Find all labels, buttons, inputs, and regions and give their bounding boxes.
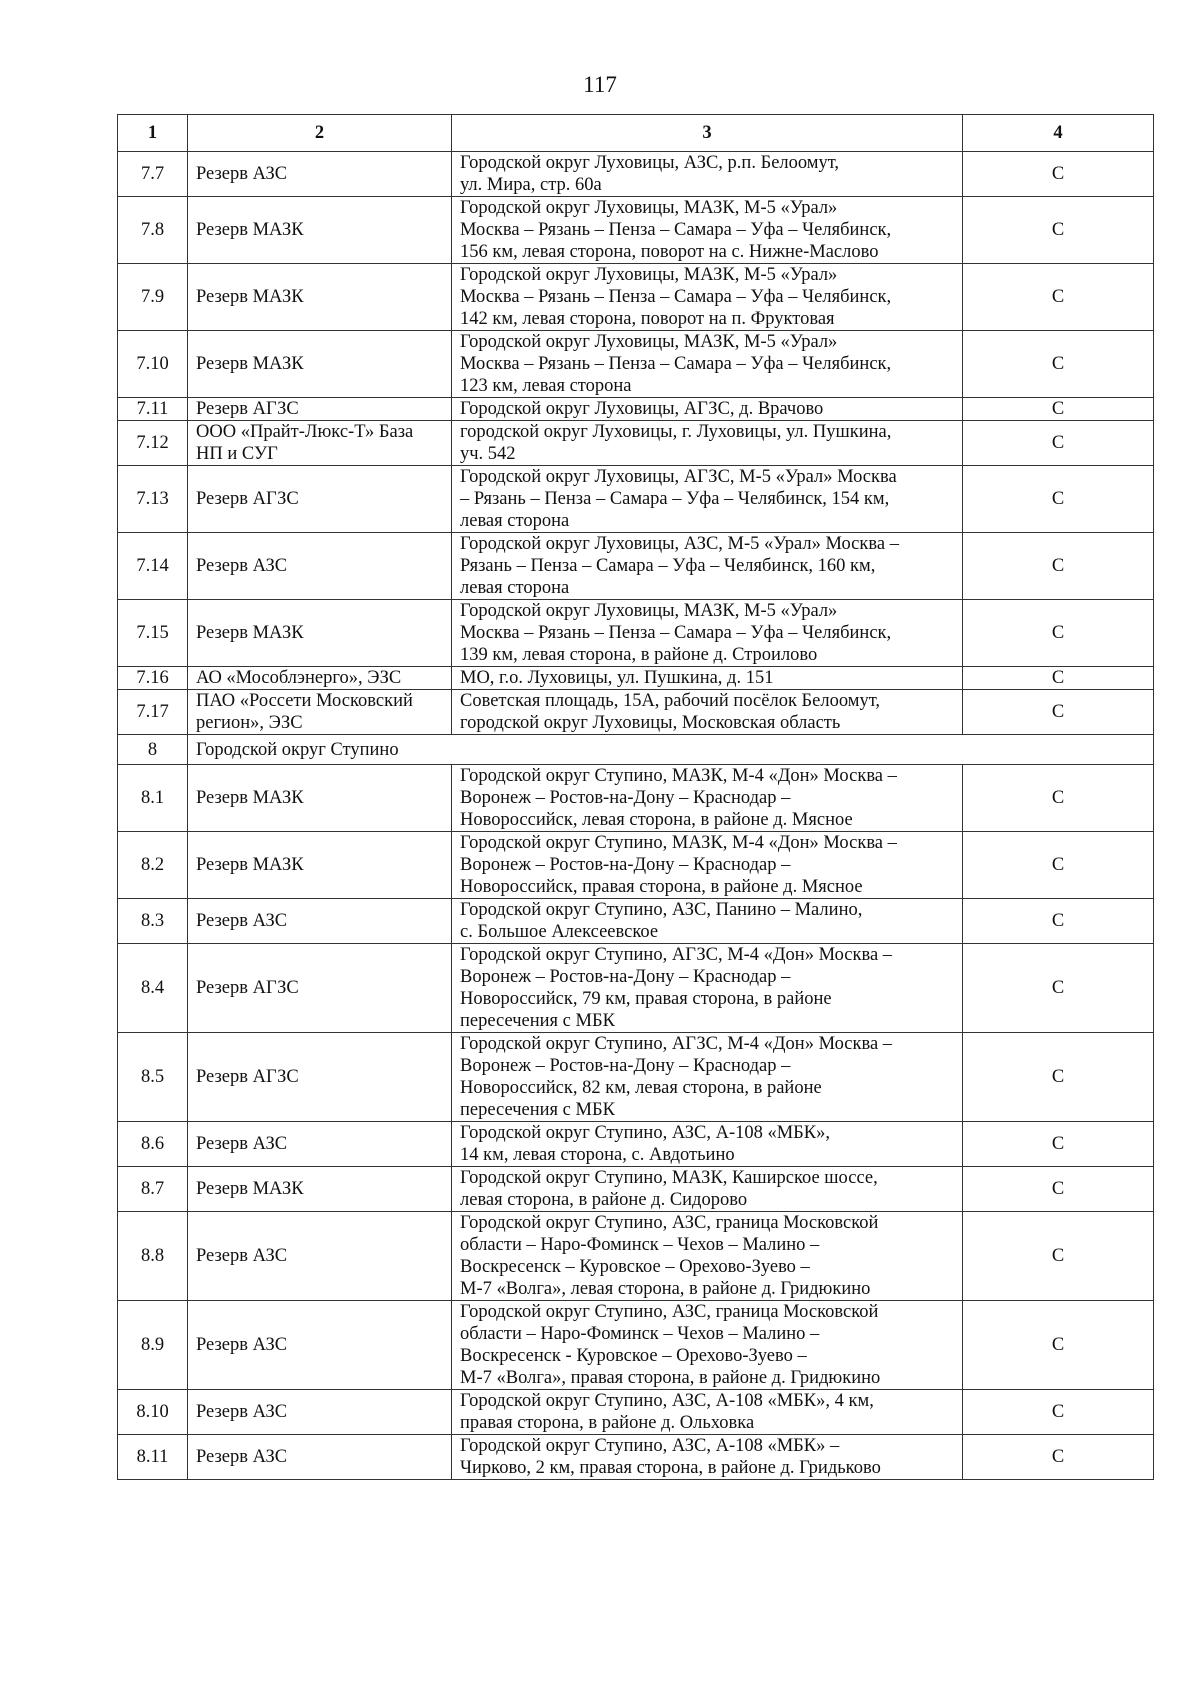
category-code: С — [963, 1301, 1154, 1390]
category-code: С — [963, 1122, 1154, 1167]
object-name: Резерв АЗС — [188, 1301, 452, 1390]
row-number: 8 — [118, 735, 188, 765]
row-number: 7.16 — [118, 667, 188, 690]
table-row — [118, 264, 1154, 331]
object-address: Городской округ Луховицы, АЗС, М-5 «Урал» Москва – Рязань – Пенза – Самара – Уфа – Челябинск, 160 км, левая сторона — [452, 533, 963, 600]
object-address: Городской округ Ступино, АЗС, граница Московской области – Наро-Фоминск – Чехов – Малино – Воскресенск – Куровское – Орехово-Зуево – М-7 «Волга», левая сторона, в районе д. Гридюкино — [452, 1212, 963, 1301]
row-number: 8.4 — [118, 944, 188, 1033]
column-header-2: 2 — [188, 115, 452, 152]
row-number: 8.7 — [118, 1167, 188, 1212]
category-code: С — [963, 899, 1154, 944]
column-header-3: 3 — [452, 115, 963, 152]
category-code: С — [963, 421, 1154, 466]
category-code: С — [963, 600, 1154, 667]
section-title: Городской округ Ступино — [188, 735, 1154, 765]
table-row — [118, 667, 1154, 690]
object-address: Городской округ Ступино, АГЗС, М-4 «Дон» Москва – Воронеж – Ростов-на-Дону – Краснодар – Новороссийск, 82 км, левая сторона, в районе пересечения с МБК — [452, 1033, 963, 1122]
row-number: 8.6 — [118, 1122, 188, 1167]
row-number: 8.11 — [118, 1435, 188, 1480]
object-address: Городской округ Ступино, АЗС, А-108 «МБК», 4 км, правая сторона, в районе д. Ольховка — [452, 1390, 963, 1435]
row-number: 8.1 — [118, 765, 188, 832]
table-row — [118, 197, 1154, 264]
object-name: Резерв АЗС — [188, 533, 452, 600]
row-number: 8.8 — [118, 1212, 188, 1301]
category-code: С — [963, 152, 1154, 197]
object-name: Резерв МАЗК — [188, 1167, 452, 1212]
column-header-1: 1 — [118, 115, 188, 152]
row-number: 8.3 — [118, 899, 188, 944]
object-address: Городской округ Луховицы, МАЗК, М-5 «Урал» Москва – Рязань – Пенза – Самара – Уфа – Челябинск, 142 км, левая сторона, поворот на п. Фруктовая — [452, 264, 963, 331]
section-row — [118, 735, 1154, 765]
object-address: Городской округ Луховицы, МАЗК, М-5 «Урал» Москва – Рязань – Пенза – Самара – Уфа – Челябинск, 123 км, левая сторона — [452, 331, 963, 398]
row-number: 7.11 — [118, 398, 188, 421]
category-code: С — [963, 1390, 1154, 1435]
object-address: городской округ Луховицы, г. Луховицы, ул. Пушкина, уч. 542 — [452, 421, 963, 466]
object-address: Городской округ Ступино, АГЗС, М-4 «Дон» Москва – Воронеж – Ростов-на-Дону – Краснодар – Новороссийск, 79 км, правая сторона, в районе пересечения с МБК — [452, 944, 963, 1033]
category-code: С — [963, 331, 1154, 398]
object-address: МО, г.о. Луховицы, ул. Пушкина, д. 151 — [452, 667, 963, 690]
table-row — [118, 1301, 1154, 1390]
object-address: Городской округ Луховицы, МАЗК, М-5 «Урал» Москва – Рязань – Пенза – Самара – Уфа – Челябинск, 139 км, левая сторона, в районе д. Строилово — [452, 600, 963, 667]
object-name: Резерв АЗС — [188, 1212, 452, 1301]
table-row — [118, 690, 1154, 735]
object-address: Городской округ Ступино, АЗС, граница Московской области – Наро-Фоминск – Чехов – Малино – Воскресенск - Куровское – Орехово-Зуево – М-7 «Волга», правая сторона, в районе д. Гридюкино — [452, 1301, 963, 1390]
category-code: С — [963, 197, 1154, 264]
object-name: Резерв АЗС — [188, 152, 452, 197]
table-row — [118, 765, 1154, 832]
table-row — [118, 1122, 1154, 1167]
row-number: 7.9 — [118, 264, 188, 331]
row-number: 7.7 — [118, 152, 188, 197]
object-address: Городской округ Ступино, МАЗК, Каширское шоссе, левая сторона, в районе д. Сидорово — [452, 1167, 963, 1212]
object-address: Городской округ Луховицы, АГЗС, М-5 «Урал» Москва – Рязань – Пенза – Самара – Уфа – Челябинск, 154 км, левая сторона — [452, 466, 963, 533]
object-name: Резерв АГЗС — [188, 466, 452, 533]
registry-table-body — [118, 115, 1154, 1480]
category-code: С — [963, 1033, 1154, 1122]
table-row — [118, 421, 1154, 466]
table-row — [118, 533, 1154, 600]
object-name: Резерв АЗС — [188, 1122, 452, 1167]
object-address: Городской округ Луховицы, АЗС, р.п. Белоомут, ул. Мира, стр. 60а — [452, 152, 963, 197]
category-code: С — [963, 533, 1154, 600]
object-name: ПАО «Россети Московский регион», ЭЗС — [188, 690, 452, 735]
object-name: Резерв МАЗК — [188, 765, 452, 832]
object-address: Городской округ Луховицы, МАЗК, М-5 «Урал» Москва – Рязань – Пенза – Самара – Уфа – Челябинск, 156 км, левая сторона, поворот на с. Нижне-Маслово — [452, 197, 963, 264]
object-name: Резерв АЗС — [188, 899, 452, 944]
table-row — [118, 832, 1154, 899]
object-address: Городской округ Ступино, АЗС, А-108 «МБК» – Чирково, 2 км, правая сторона, в районе д. Гридьково — [452, 1435, 963, 1480]
table-row — [118, 398, 1154, 421]
object-name: Резерв МАЗК — [188, 331, 452, 398]
object-address: Городской округ Ступино, АЗС, Панино – Малино, с. Большое Алексеевское — [452, 899, 963, 944]
object-name: Резерв АГЗС — [188, 398, 452, 421]
row-number: 8.2 — [118, 832, 188, 899]
category-code: С — [963, 264, 1154, 331]
object-address: Городской округ Ступино, МАЗК, М-4 «Дон» Москва – Воронеж – Ростов-на-Дону – Краснодар – Новороссийск, правая сторона, в районе д. Мясное — [452, 832, 963, 899]
table-row — [118, 466, 1154, 533]
column-header-4: 4 — [963, 115, 1154, 152]
row-number: 7.8 — [118, 197, 188, 264]
table-row — [118, 1167, 1154, 1212]
object-name: Резерв АГЗС — [188, 944, 452, 1033]
object-name: Резерв АЗС — [188, 1390, 452, 1435]
table-row — [118, 944, 1154, 1033]
category-code: С — [963, 765, 1154, 832]
row-number: 7.17 — [118, 690, 188, 735]
object-name: Резерв МАЗК — [188, 264, 452, 331]
registry-table — [117, 114, 1154, 1480]
table-row — [118, 1033, 1154, 1122]
category-code: С — [963, 944, 1154, 1033]
category-code: С — [963, 466, 1154, 533]
object-address: Городской округ Ступино, МАЗК, М-4 «Дон» Москва – Воронеж – Ростов-на-Дону – Краснодар – Новороссийск, левая сторона, в районе д. Мясное — [452, 765, 963, 832]
object-name: АО «Мособлэнерго», ЭЗС — [188, 667, 452, 690]
table-row — [118, 331, 1154, 398]
object-name: Резерв МАЗК — [188, 197, 452, 264]
category-code: С — [963, 832, 1154, 899]
category-code: С — [963, 667, 1154, 690]
page-number: 117 — [583, 72, 617, 97]
object-name: Резерв АЗС — [188, 1435, 452, 1480]
row-number: 7.15 — [118, 600, 188, 667]
table-row — [118, 1435, 1154, 1480]
row-number: 7.10 — [118, 331, 188, 398]
category-code: С — [963, 1167, 1154, 1212]
row-number: 7.14 — [118, 533, 188, 600]
object-name: ООО «Прайт-Люкс-Т» База НП и СУГ — [188, 421, 452, 466]
table-row — [118, 600, 1154, 667]
row-number: 8.10 — [118, 1390, 188, 1435]
table-row — [118, 1390, 1154, 1435]
object-address: Городской округ Ступино, АЗС, А-108 «МБК», 14 км, левая сторона, с. Авдотьино — [452, 1122, 963, 1167]
object-address: Советская площадь, 15А, рабочий посёлок Белоомут, городской округ Луховицы, Московская область — [452, 690, 963, 735]
table-row — [118, 152, 1154, 197]
object-name: Резерв МАЗК — [188, 832, 452, 899]
table-header-row — [118, 115, 1154, 152]
category-code: С — [963, 1212, 1154, 1301]
category-code: С — [963, 398, 1154, 421]
table-row — [118, 899, 1154, 944]
table-row — [118, 1212, 1154, 1301]
category-code: С — [963, 690, 1154, 735]
row-number: 8.9 — [118, 1301, 188, 1390]
row-number: 8.5 — [118, 1033, 188, 1122]
row-number: 7.13 — [118, 466, 188, 533]
row-number: 7.12 — [118, 421, 188, 466]
object-name: Резерв АГЗС — [188, 1033, 452, 1122]
object-name: Резерв МАЗК — [188, 600, 452, 667]
category-code: С — [963, 1435, 1154, 1480]
object-address: Городской округ Луховицы, АГЗС, д. Врачово — [452, 398, 963, 421]
